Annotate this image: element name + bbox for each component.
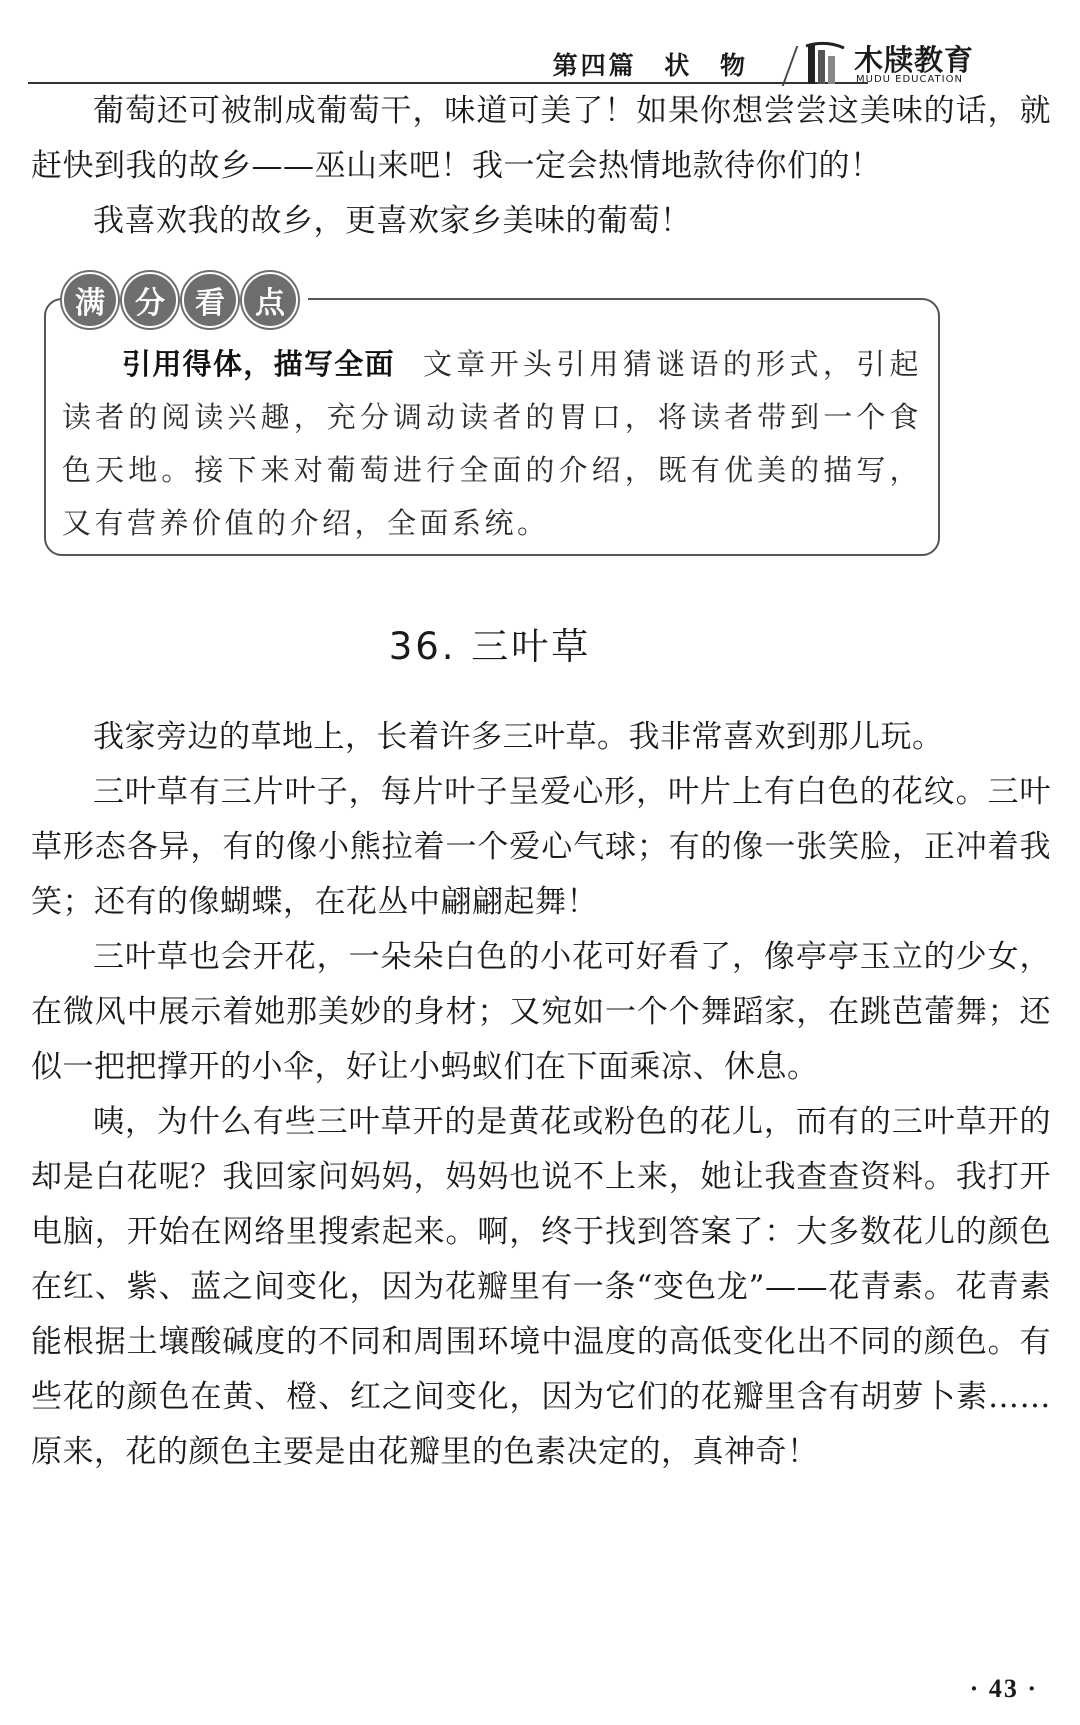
paragraph: 咦，为什么有些三叶草开的是黄花或粉色的花儿，而有的三叶草开的却是白花呢？我回家问妈妈，妈妈也说不上来，她让我查查资料。我打开电脑，开始在网络里搜索起来。啊，终于找到答案了：大多数花儿的颜色在红、紫、蓝之间变化，因为花瓣里有一条“变色龙”——花青素。花青素能根据土壤酸碱度的不同和周围环境中温度的高低变化出不同的颜色。有些花的颜色在黄、橙、红之间变化，因为它们的花瓣里含有胡萝卜素……原来，花的颜色主要是由花瓣里的色素决定的，真神奇！ xyxy=(31,1104,1051,1470)
paragraph: 三叶草也会开花，一朵朵白色的小花可好看了，像亭亭玉立的少女，在微风中展示着她那美妙的身材；又宛如一个个舞蹈家，在跳芭蕾舞；还似一把把撑开的小伞，好让小蚂蚁们在下面乘凉、休息。 xyxy=(31,939,1051,1085)
article-title: 36. 三叶草 xyxy=(388,625,592,668)
paragraph: 我喜欢我的故乡，更喜欢家乡美味的葡萄！ xyxy=(93,203,692,239)
paragraph: 葡萄还可被制成葡萄干，味道可美了！如果你想尝尝这美味的话，就赶快到我的故乡——巫山来吧！我一定会热情地款待你们的！ xyxy=(31,93,1051,184)
previous-article-ending xyxy=(31,84,1051,249)
badge-char: 分 xyxy=(122,272,178,328)
section-label: 第四篇 状 物 xyxy=(552,51,748,80)
brand-name: 木牍教育 xyxy=(854,43,975,77)
brand-name-en: MUDU EDUCATION xyxy=(856,74,963,85)
badge-char: 点 xyxy=(242,272,298,328)
running-header xyxy=(28,38,1038,88)
article-body xyxy=(31,710,1051,1480)
page-number: · 43 · xyxy=(969,1674,1038,1703)
comment-heading: 引用得体，描写全面 xyxy=(122,347,395,381)
badge-char: 满 xyxy=(62,272,118,328)
paragraph: 三叶草有三片叶子，每片叶子呈爱心形，叶片上有白色的花纹。三叶草形态各异，有的像小熊拉着一个爱心气球；有的像一张笑脸，正冲着我笑；还有的像蝴蝶，在花丛中翩翩起舞！ xyxy=(31,774,1051,920)
bamboo-slip-logo-icon xyxy=(804,40,848,88)
header-divider xyxy=(782,46,799,86)
publisher-logo xyxy=(798,38,1038,90)
badge-char: 看 xyxy=(182,272,238,328)
comment-body: 文章开头引用猜谜语的形式，引起读者的阅读兴趣，充分调动读者的胃口，将读者带到一个食色天地。接下来对葡萄进行全面的介绍，既有优美的描写，又有营养价值的介绍，全面系统。 xyxy=(62,347,922,540)
comment-text xyxy=(62,338,922,550)
comment-badges xyxy=(62,272,308,328)
paragraph: 我家旁边的草地上，长着许多三叶草。我非常喜欢到那儿玩。 xyxy=(93,719,944,755)
